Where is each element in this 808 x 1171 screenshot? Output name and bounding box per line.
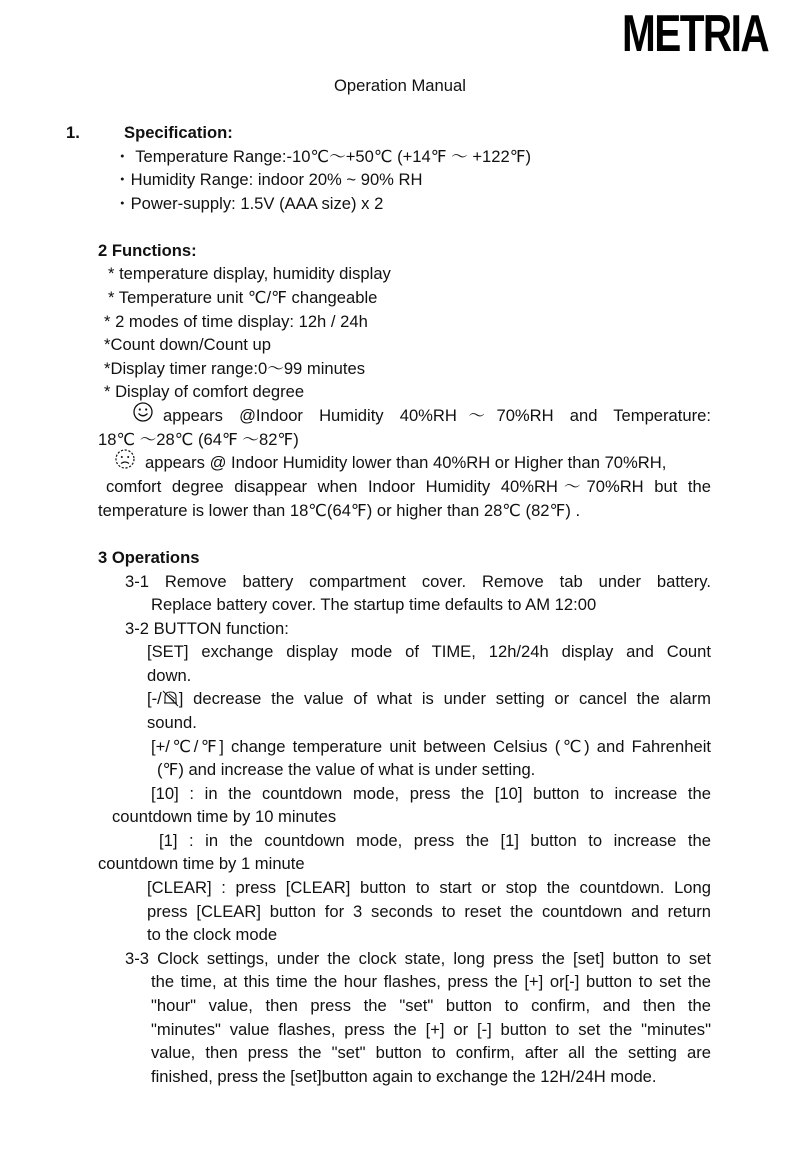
function-item: *Count down/Count up: [104, 335, 271, 354]
section-2-heading: 2 Functions:: [98, 241, 197, 260]
comfort-disappear-line-1: comfort degree disappear when Indoor Humidity 40%RH～70%RH but the: [106, 477, 711, 496]
set-button-desc-2: down.: [147, 666, 192, 685]
clear-button-desc-3: to the clock mode: [147, 925, 278, 944]
op-3-3-line-3: "hour" value, then press the "set" button to confirm, and then the: [151, 996, 711, 1015]
section-3-heading: 3 Operations: [98, 548, 200, 567]
ten-button-desc-1: [10] : in the countdown mode, press the [10] button to increase the: [151, 784, 711, 803]
op-3-3-line-1: 3-3 Clock settings, under the clock state, long press the [set] button to set: [125, 949, 711, 968]
function-item: * Temperature unit ℃/℉ changeable: [108, 288, 378, 307]
clear-button-desc-1: [CLEAR] : press [CLEAR] button to start or stop the countdown. Long: [147, 878, 711, 897]
op-3-3-line-5: value, then press the "set" button to confirm, after all the setting are: [151, 1043, 711, 1062]
minus-button-desc-1: [147, 689, 711, 709]
sad-face-icon: [114, 448, 136, 475]
one-button-desc-1: [1] : in the countdown mode, press the [1] button to increase the: [159, 831, 711, 850]
comfort-smile-text: appears @Indoor Humidity 40%RH～70%RH and Temperature:: [163, 406, 711, 425]
section-1-heading: Specification:: [124, 123, 233, 142]
op-3-1-line-1: 3-1 Remove battery compartment cover. Remove tab under battery.: [125, 572, 711, 591]
op-3-1-line-2: Replace battery cover. The startup time defaults to AM 12:00: [151, 595, 597, 614]
ten-button-desc-2: countdown time by 10 minutes: [112, 807, 337, 826]
minus-description: ] decrease the value of what is under setting or cancel the alarm: [178, 689, 711, 708]
minus-button-desc-2: sound.: [147, 713, 197, 732]
function-item: *Display timer range:0～99 minutes: [104, 359, 366, 378]
op-3-3-line-4: "minutes" value flashes, press the [+] or [-] button to set the "minutes": [151, 1020, 711, 1039]
spec-humidity-range: ・Humidity Range: indoor 20% ~ 90% RH: [114, 170, 423, 189]
section-1-number: 1.: [66, 123, 80, 142]
smile-face-icon: [132, 401, 154, 428]
function-item: * temperature display, humidity display: [108, 264, 391, 283]
alarm-off-icon: [162, 689, 179, 709]
page-title: Operation Manual: [334, 76, 466, 95]
comfort-sad-text: appears @ Indoor Humidity lower than 40%RH or Higher than 70%RH,: [145, 453, 667, 472]
minus-label: [-/: [147, 689, 162, 708]
comfort-disappear-line-2: temperature is lower than 18℃(64℉) or higher than 28℃ (82℉) .: [98, 501, 581, 520]
set-button-desc-1: [SET] exchange display mode of TIME, 12h/24h display and Count: [147, 642, 711, 661]
op-3-3-line-2: the time, at this time the hour flashes, press the [+] or[-] button to set the: [151, 972, 711, 991]
brand-logo: METRIA: [622, 5, 769, 63]
comfort-smile-range: 18℃ ～28℃ (64℉ ～82℉): [98, 430, 299, 449]
function-item: * 2 modes of time display: 12h / 24h: [104, 312, 368, 331]
op-3-3-line-6: finished, press the [set]button again to exchange the 12H/24H mode.: [151, 1067, 657, 1086]
function-item: * Display of comfort degree: [104, 382, 305, 401]
plus-button-desc-2: (℉) and increase the value of what is under setting.: [157, 760, 536, 779]
plus-button-desc-1: [+/℃/℉] change temperature unit between Celsius (℃) and Fahrenheit: [151, 737, 711, 756]
spec-temperature-range: ・ Temperature Range:-10℃～+50℃ (+14℉ ～ +122℉): [114, 147, 532, 166]
clear-button-desc-2: press [CLEAR] button for 3 seconds to reset the countdown and return: [147, 902, 711, 921]
op-3-2-heading: 3-2 BUTTON function:: [125, 619, 289, 638]
spec-power-supply: ・Power-supply: 1.5V (AAA size) x 2: [114, 194, 384, 213]
one-button-desc-2: countdown time by 1 minute: [98, 854, 305, 873]
